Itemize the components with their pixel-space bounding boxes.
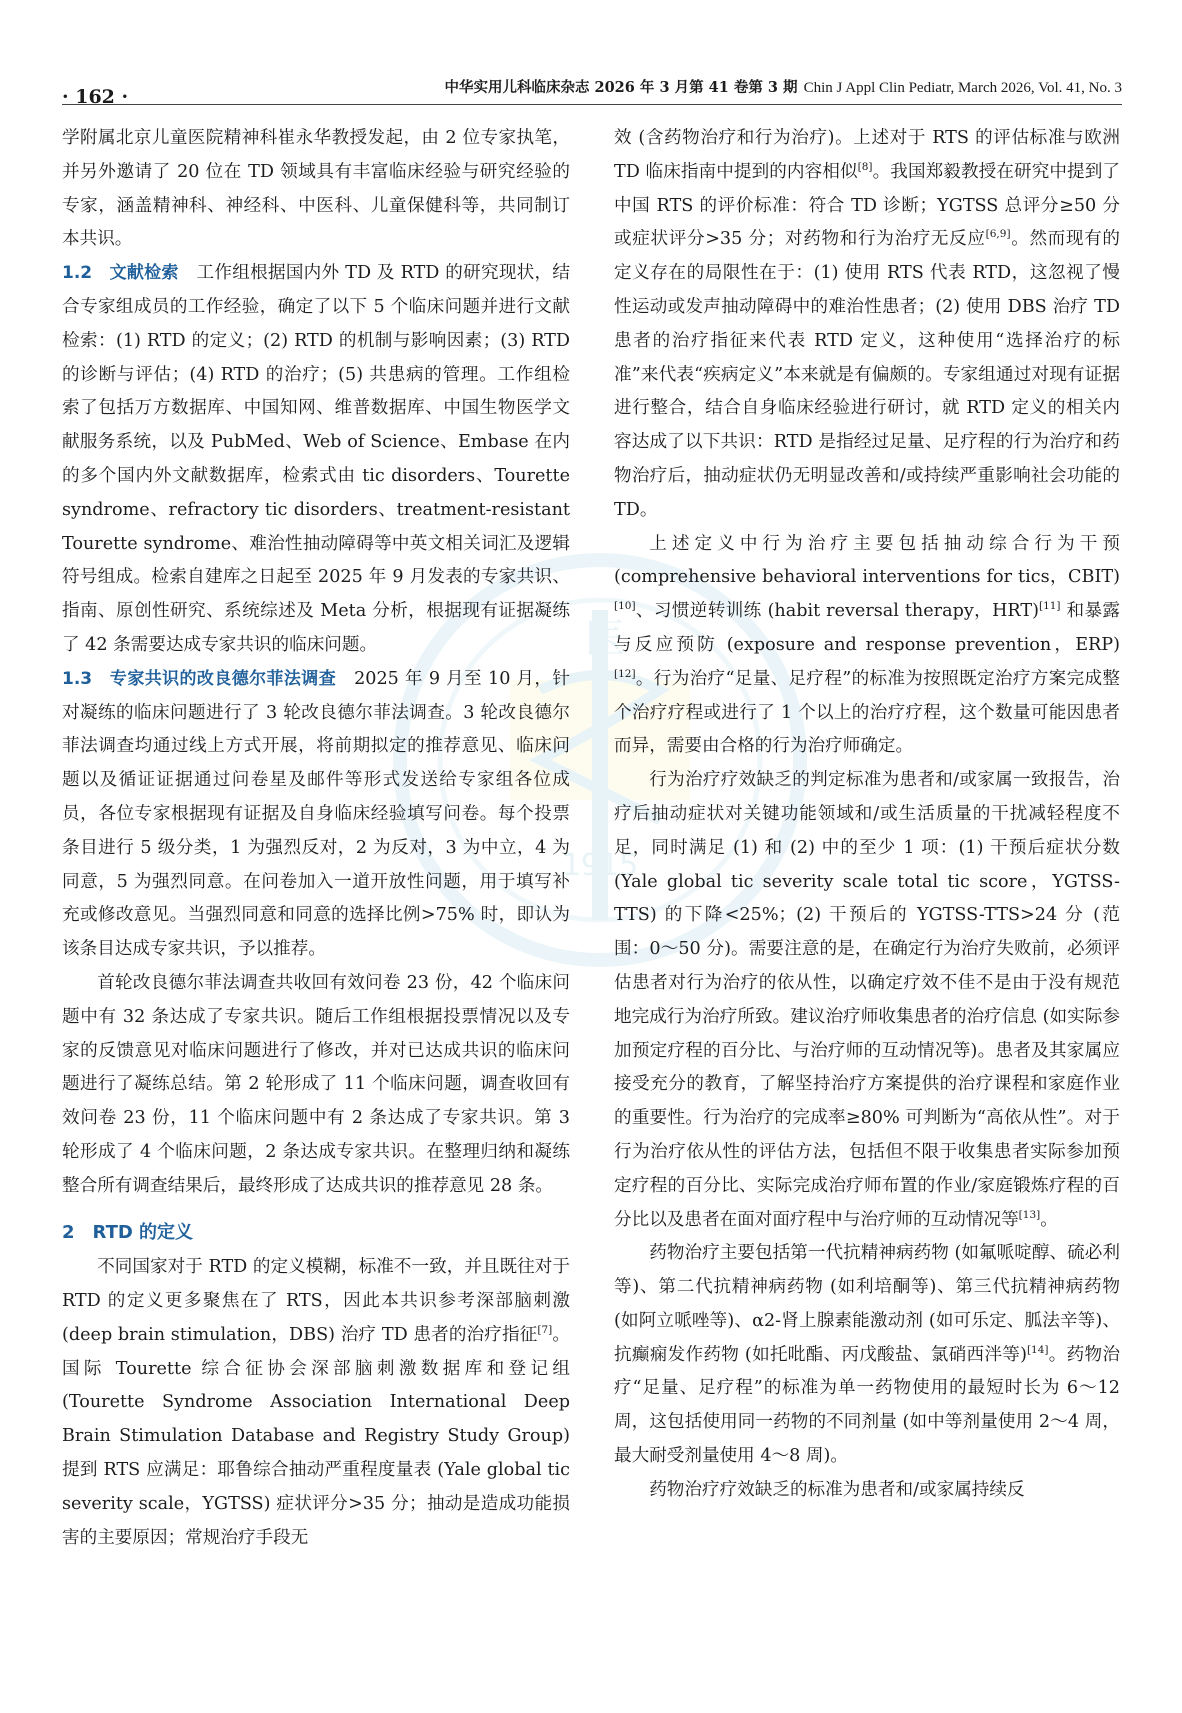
watermark-year: 1915 [561, 848, 639, 883]
paragraph-drug-failure: 药物治疗疗效缺乏的标准为患者和/或家属持续反 [649, 1479, 1025, 1500]
citation-7[interactable]: [7] [537, 1324, 553, 1337]
section-2-heading: 2 RTD 的定义 [62, 1221, 194, 1243]
paragraph-definition [62, 1251, 570, 1555]
citation-11[interactable]: [11] [1038, 600, 1061, 613]
section-1-3-text: 2025 年 9 月至 10 月，针对凝练的临床问题进行了 3 轮改良德尔菲法调查。3 轮改良德尔菲法调查均通过线上方式开展，将前期拟定的推荐意见、临床问题以及循证证据通过问卷星及邮件等形式发送给专家组各位成员，各位专家根据现有证据及自身临床经验填写问卷。每个投票条目进行 5 级分类，1 为强烈反对，2 为反对，3 为中立，4 为同意，5 为强烈同意。在问卷加入一道开放性问题，用于填写补充或修改意见。当强烈同意和同意的选择比例>75% 时，即认为该条目达成专家共识，予以推荐。 [62, 668, 570, 960]
rts-text-c: 。然而现有的定义存在的局限性在于：(1) 使用 RTS 代表 RTD，这忽视了慢性运动或发声抽动障碍中的难治性患者；(2) 使用 DBS 治疗 TD 患者的治疗指征来代表 RTD 定义，这种使用“选择治疗的标准”来代表“疾病定义”本来就是有偏颇的。专家组通过对现有证据进行整合，结合自身临床经验进行研讨，就 RTD 定义的相关内容达成了以下共识：RTD 是指经过足量、足疗程的行为治疗和药物治疗后，抽动症状仍无明显改善和/或持续严重影响社会功能的 TD。 [614, 229, 1120, 520]
rts-text-a: 效 (含药物治疗和行为治疗)。上述对于 RTS 的评估标准与欧洲 TD 临床指南中提到的内容相似 [614, 128, 1120, 182]
page-header [62, 72, 1122, 112]
citation-14[interactable]: [14] [1026, 1343, 1049, 1356]
behavioral-text-b: 、习惯逆转训练 (habit reversal therapy，HRT) [635, 601, 1039, 622]
citation-8[interactable]: [8] [857, 160, 873, 173]
journal-title-en: Chin J Appl Clin Pediatr, March 2026, Vol. 41, No. 3 [803, 80, 1122, 96]
watermark-char: 医 [585, 616, 625, 662]
citation-13[interactable]: [13] [1018, 1208, 1041, 1221]
paragraph-behavioral-failure [614, 764, 1120, 1237]
behavioral-text-c: 和暴露与反应预防 (exposure and response prevention，ERP) [614, 601, 1120, 655]
definition-text-a: 不同国家对于 RTD 的定义模糊，标准不一致，并且既往对于 RTD 的定义更多聚焦在了 RTS，因此本共识参考深部脑刺激 (deep brain stimulation，DBS) 治疗 TD 患者的治疗指征 [62, 1257, 570, 1345]
section-1-2-heading: 1.2 文献检索 [62, 263, 179, 284]
definition-text-b: 。国际 Tourette 综合征协会深部脑刺激数据库和登记组 (Tourette Syndrome Association International Deep Brain Stimulation Database and Registry Study Group) 提到 RTS 应满足：耶鲁综合抽动严重程度量表 (Yale global tic severity scale，YGTSS) 症状评分>35 分；抽动是造成功能损害的主要原因；常规治疗手段无 [62, 1324, 570, 1548]
left-column [62, 122, 570, 1555]
section-1-2 [62, 257, 570, 663]
failure-text-a: 行为治疗疗效缺乏的判定标准为患者和/或家属一致报告，治疗后抽动症状对关键功能领域和/或生活质量的干扰减轻程度不足，同时满足 (1) 和 (2) 中的至少 1 项：(1) 干预后症状分数 (Yale global tic severity scale total tic score，YGTSS-TTS) 的下降<25%；(2) 干预后的 YGTSS-TTS>24 分 (范围：0～50 分)。需要注意的是，在确定行为治疗失败前，必须评估患者对行为治疗的依从性，以确定疗效不佳不是由于没有规范地完成行为治疗所致。建议治疗师收集患者的治疗信息 (如实际参加预定疗程的百分比、与治疗师的互动情况等)。患者及其家属应接受充分的教育，了解坚持治疗方案提供的治疗课程和家庭作业的重要性。行为治疗的完成率≥80% 可判断为“高依从性”。对于行为治疗依从性的评估方法，包括但不限于收集患者实际参加预定疗程的百分比、实际完成治疗师布置的作业/家庭锻炼疗程的百分比以及患者在面对面疗程中与治疗师的互动情况等 [614, 770, 1120, 1230]
drug-text-b: 。药物治疗“足量、足疗程”的标准为单一药物使用的最短时长为 6～12 周，这包括使用同一药物的不同剂量 (如中等剂量使用 2～4 周，最大耐受剂量使用 4～8 周)。 [614, 1344, 1120, 1467]
paragraph-drug [614, 1237, 1120, 1474]
journal-info [444, 76, 1122, 97]
behavioral-text-a: 上述定义中行为治疗主要包括抽动综合行为干预 (comprehensive behavioral interventions for tics，CBIT) [614, 533, 1120, 588]
header-rule [62, 104, 1122, 105]
drug-text-a: 药物治疗主要包括第一代抗精神病药物 (如氟哌啶醇、硫必利等)、第二代抗精神病药物 (如利培酮等)、第三代抗精神病药物 (如阿立哌唑等)、α2-肾上腺素能激动剂 (如可乐定、胍法辛等)、抗癫痫发作药物 (如托吡酯、丙戊酸盐、氯硝西泮等) [614, 1243, 1120, 1365]
section-1-3 [62, 663, 570, 967]
failure-text-b: 。 [1040, 1209, 1058, 1230]
paragraph-rts-criteria [614, 122, 1120, 528]
paragraph-behavioral [614, 528, 1120, 765]
page-number: · 162 · [62, 86, 129, 108]
paragraph-rounds: 首轮改良德尔菲法调查共收回有效问卷 23 份，42 个临床问题中有 32 条达成了专家共识。随后工作组根据投票情况以及专家的反馈意见对临床问题进行了修改，并对已达成共识的临床问题进行了凝练总结。第 2 轮形成了 11 个临床问题，调查收回有效问卷 23 份，11 个临床问题中有 2 条达成了专家共识。第 3 轮形成了 4 个临床问题，2 条达成专家共识。在整理归纳和凝练整合所有调查结果后，最终形成了达成共识的推荐意见 28 条。 [62, 972, 570, 1196]
section-1-3-heading: 1.3 专家共识的改良德尔菲法调查 [62, 668, 337, 689]
citation-6-9[interactable]: [6,9] [985, 228, 1011, 241]
citation-12[interactable]: [12] [614, 667, 636, 680]
paragraph-authors: 学附属北京儿童医院精神科崔永华教授发起，由 2 位专家执笔，并另外邀请了 20 位在 TD 领域具有丰富临床经验与研究经验的专家，涵盖精神科、神经科、中医科、儿童保健科等，共同制订本共识。 [62, 128, 570, 250]
journal-title-cn: 中华实用儿科临床杂志 2026 年 3 月第 41 卷第 3 期 [444, 79, 798, 96]
citation-10[interactable]: [10] [614, 600, 636, 613]
section-1-2-text: 工作组根据国内外 TD 及 RTD 的研究现状，结合专家组成员的工作经验，确定了以下 5 个临床问题并进行文献检索：(1) RTD 的定义；(2) RTD 的机制与影响因素；(3) RTD 的诊断与评估；(4) RTD 的治疗；(5) 共患病的管理。工作组检索了包括万方数据库、中国知网、维普数据库、中国生物医学文献服务系统，以及 PubMed、Web of Science、Embase 在内的多个国内外文献数据库，检索式由 tic disorders、Tourette syndrome、refractory tic disorders、treatment-resistant Tourette syndrome、难治性抽动障碍等中英文相关词汇及逻辑符号组成。检索自建库之日起至 2025 年 9 月发表的专家共识、指南、原创性研究、系统综述及 Meta 分析，根据现有证据凝练了 42 条需要达成专家共识的临床问题。 [62, 263, 570, 655]
rts-text-b: 。我国郑毅教授在研究中提到了中国 RTS 的评价标准：符合 TD 诊断；YGTSS 总评分≥50 分或症状评分>35 分；对药物和行为治疗无反应 [614, 161, 1120, 250]
behavioral-text-d: 。行为治疗“足量、足疗程”的标准为按照既定治疗方案完成整个治疗疗程或进行了 1 个以上的治疗疗程，这个数量可能因患者而异，需要由合格的行为治疗师确定。 [614, 668, 1120, 757]
right-column [614, 122, 1120, 1508]
